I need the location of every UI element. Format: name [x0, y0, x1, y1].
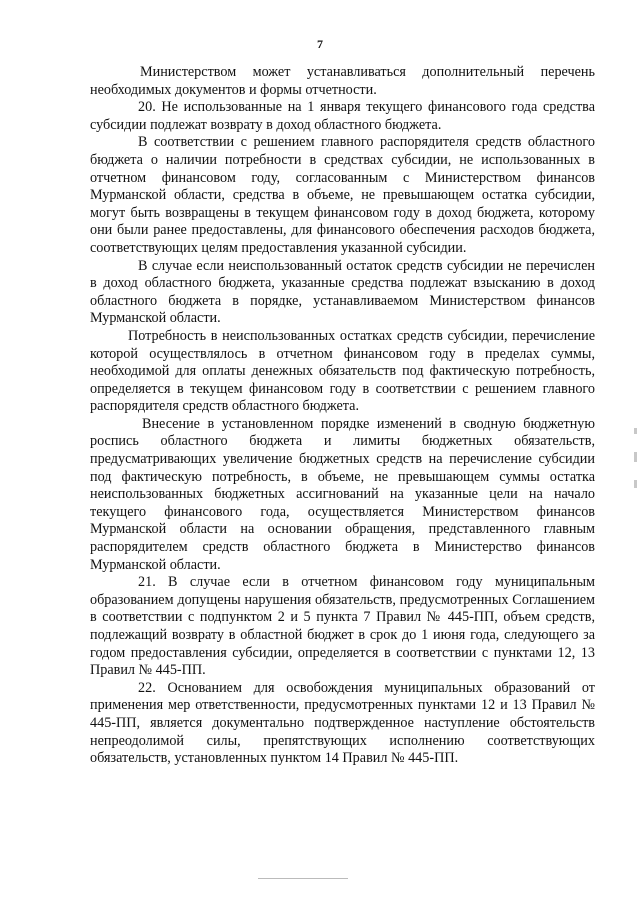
footer-rule: [258, 878, 348, 879]
paragraph-budget-changes: Внесение в установленном порядке изменений в сводную бюджетную роспись областного бюджета и лимиты бюджетных обязательств, предусматривающих увеличение бюджетных средств на перечисление субсидии под фактическую потребность, в объеме, не превышающем суммы остатка неиспользованных бюджетных ассигнований на указанные цели на начало текущего финансового года, осуществляется Министерством финансов Мурманской области на основании обращения, представленного главным распорядителем средств областного бюджета в Министерство финансов Мурманской области.: [90, 415, 595, 573]
scan-edge-mark: [634, 480, 637, 488]
paragraph-clause-20: 20. Не использованные на 1 января текущего финансового года средства субсидии подлежат возврату в доход областного бюджета.: [90, 99, 595, 133]
paragraph-recovery: В случае если неиспользованный остаток средств субсидии не перечислен в доход областного бюджета, указанные средства подлежат взысканию в доход областного бюджета в порядке, устанавливаемом Министерством финансов Мурманской области.: [90, 257, 595, 327]
paragraph-clause-22: 22. Основанием для освобождения муниципальных образований от применения мер ответственности, предусмотренных пунктами 12 и 13 Правил № 445-ПП, является документально подтвержденное наступление обстоятельств непреодолимой силы, препятствующих исполнению соответствующих обязательств, установленных пунктом 14 Правил № 445-ПП.: [90, 679, 595, 767]
document-body: [90, 64, 595, 768]
paragraph-clause-21: 21. В случае если в отчетном финансовом году муниципальным образованием допущены нарушения обязательств, предусмотренных Соглашением в соответствии с подпунктом 2 и 5 пункта 7 Правил № 445-ПП, объем средств, подлежащий возврату в областной бюджет в срок до 1 июня года, следующего за годом предоставления субсидии, определяется в соответствии с пунктами 12, 13 Правил № 445-ПП.: [90, 574, 595, 679]
paragraph-demand: Потребность в неиспользованных остатках средств субсидии, перечисление которой осуществлялось в отчетном финансовом году в пределах суммы, необходимой для оплаты денежных обязательств под фактическую потребность, определяется в текущем финансовом году в соответствии с решением главного распорядителя средств областного бюджета.: [90, 327, 595, 415]
scan-edge-mark: [634, 452, 637, 462]
paragraph-additional-documents: Министерством может устанавливаться дополнительный перечень необходимых документов и формы отчетности.: [90, 64, 595, 98]
scan-edge-mark: [634, 428, 637, 434]
paragraph-return-decision: В соответствии с решением главного распорядителя средств областного бюджета о наличии потребности в средствах субсидии, не использованных в отчетном финансовом году, согласованным с Министерством финансов Мурманской области, средства в объеме, не превышающем остатка субсидии, могут быть возвращены в текущем финансовом году в доход бюджета, которому они были ранее предоставлены, для финансового обеспечения расходов бюджета, соответствующих целям предоставления указанной субсидии.: [90, 134, 595, 256]
page-number: 7: [317, 37, 323, 51]
